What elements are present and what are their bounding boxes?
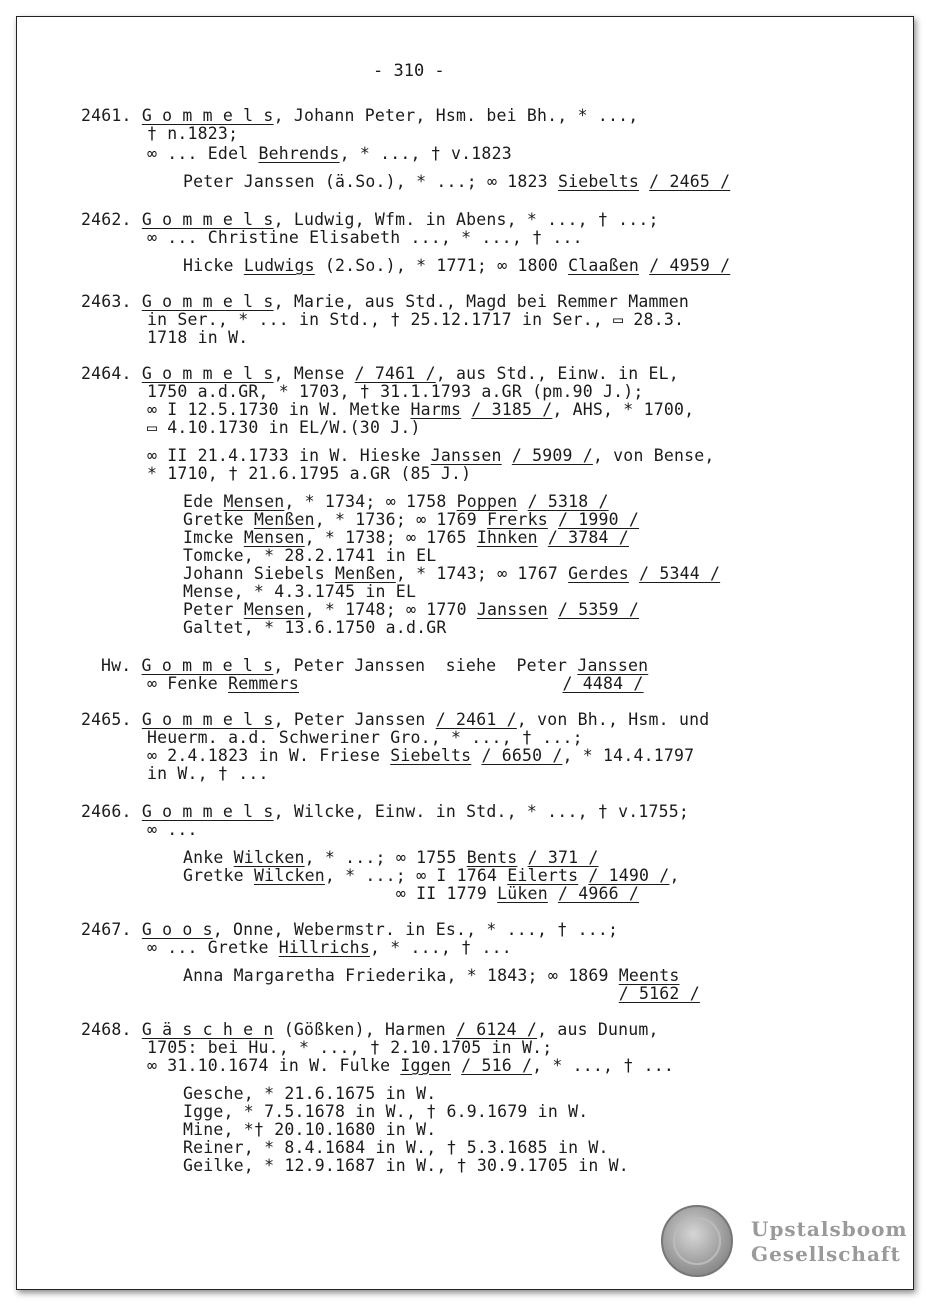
text-segment: , Onne, Webermstr. in Es., * ..., † ...; [212, 920, 619, 939]
text-segment: ∞ ... Edel [147, 144, 259, 163]
text-line [147, 765, 269, 783]
text-segment: (Gößken), Harmen [273, 1020, 456, 1039]
text-line [183, 1157, 629, 1175]
underlined-text: / 5162 / [618, 984, 700, 1003]
underlined-text: Gerdes [568, 564, 629, 583]
text-segment: 2465. [81, 710, 142, 729]
text-line [81, 211, 659, 229]
underlined-text: Meents [618, 966, 680, 985]
underlined-text: Mensen [223, 492, 285, 511]
underlined-text: Janssen [430, 446, 502, 465]
text-segment: ∞ II 21.4.1733 in W. Hieske [147, 446, 431, 465]
underlined-text: G o m m e l s [141, 106, 274, 125]
text-segment [517, 848, 527, 867]
text-segment: , Mense [273, 364, 355, 383]
text-segment: Johann Siebels [183, 564, 336, 583]
text-line [183, 547, 436, 565]
underlined-text: G o m m e l s [141, 656, 274, 675]
underlined-text: Frerks [487, 510, 548, 529]
text-line [183, 885, 639, 903]
underlined-text: Menßen [335, 564, 396, 583]
text-segment: 2461. [81, 106, 142, 125]
underlined-text: / 5909 / [511, 446, 593, 465]
underlined-text: / 516 / [461, 1056, 533, 1075]
text-line [101, 657, 648, 675]
text-segment: † n.1823; [147, 124, 239, 143]
underlined-text: Claaßen [568, 256, 640, 275]
text-segment: , Peter Janssen [273, 710, 436, 729]
underlined-text: / 3185 / [471, 400, 553, 419]
text-segment [629, 564, 639, 583]
underlined-text: G o o s [141, 920, 213, 939]
text-line [147, 383, 644, 401]
text-line [81, 921, 618, 939]
text-segment: 1718 in W. [147, 328, 249, 347]
underlined-text: Siebelts [390, 746, 472, 765]
text-segment: ∞ ... [147, 820, 198, 839]
text-segment: , * 1734; ∞ 1758 [284, 492, 457, 511]
text-segment: Mine, *† 20.10.1680 in W. [183, 1120, 437, 1139]
text-segment: in Ser., * ... in Std., † 25.12.1717 in Ser., ▭ 28.3. [147, 310, 685, 329]
text-line [183, 967, 680, 985]
text-segment: , * 1748; ∞ 1770 [304, 600, 477, 619]
text-line [81, 711, 709, 729]
text-segment [548, 510, 558, 529]
underlined-text: / 1990 / [557, 510, 640, 529]
underlined-text: G o m m e l s [141, 710, 274, 729]
text-line [147, 329, 248, 347]
text-segment: Peter Janssen (ä.So.), * ...; ∞ 1823 [183, 172, 558, 191]
text-segment: ▭ 4.10.1730 in EL/W.(30 J.) [147, 418, 421, 437]
underlined-text: Ihnken [476, 528, 538, 547]
text-line [147, 311, 684, 329]
text-segment [451, 1056, 461, 1075]
text-segment: Peter [183, 600, 244, 619]
text-line [183, 1139, 609, 1157]
text-segment: in W., † ... [147, 764, 269, 783]
text-segment: , AHS, * 1700, [552, 400, 695, 419]
text-line [147, 419, 421, 437]
text-segment: ∞ 2.4.1823 in W. Friese [147, 746, 391, 765]
underlined-text: Poppen [456, 492, 518, 511]
underlined-text: Mensen [243, 528, 305, 547]
underlined-text: Ludwigs [243, 256, 315, 275]
underlined-text: G ä s c h e n [141, 1020, 274, 1039]
text-segment: , aus Std., Einw. in EL, [435, 364, 679, 383]
text-line [183, 565, 720, 583]
underlined-text: / 2465 / [649, 172, 731, 191]
text-segment: ∞ II 1779 [183, 884, 498, 903]
text-line [81, 365, 679, 383]
text-segment: , Peter Janssen siehe Peter [273, 656, 578, 675]
text-line [147, 401, 694, 419]
text-segment: 2463. [81, 292, 142, 311]
text-segment: , von Bh., Hsm. und [516, 710, 710, 729]
text-line [183, 867, 680, 885]
text-line [147, 145, 512, 163]
text-line [183, 511, 639, 529]
text-segment: Heuerm. a.d. Schweriner Gro., * ..., † ...; [147, 728, 583, 747]
text-segment: * 1710, † 21.6.1795 a.GR (85 J.) [147, 464, 472, 483]
text-line [147, 821, 198, 839]
underlined-text: G o m m e l s [141, 802, 274, 821]
text-segment: ∞ I 12.5.1730 in W. Metke [147, 400, 411, 419]
underlined-text: Harms [410, 400, 462, 419]
text-segment: 1705: bei Hu., * ..., † 2.10.1705 in W.; [147, 1038, 553, 1057]
text-line [81, 803, 689, 821]
text-segment: , * 1743; ∞ 1767 [395, 564, 569, 583]
text-segment: 1750 a.d.GR, * 1703, † 31.1.1793 a.GR (pm.90 J.); [147, 382, 644, 401]
underlined-text: / 4966 / [557, 884, 640, 903]
text-segment: , * 14.4.1797 [562, 746, 695, 765]
text-segment: , Wilcke, Einw. in Std., * ..., † v.1755; [273, 802, 690, 821]
underlined-text: / 4959 / [649, 256, 731, 275]
text-line [183, 529, 629, 547]
text-segment [183, 984, 619, 1003]
underlined-text: / 6124 / [455, 1020, 538, 1039]
text-line [147, 729, 583, 747]
underlined-text: Lüken [497, 884, 548, 903]
underlined-text: G o m m e l s [141, 364, 274, 383]
text-segment: 2467. [81, 920, 142, 939]
document-page [16, 16, 914, 1290]
underlined-text: Eilerts [507, 866, 579, 885]
text-segment: ∞ 31.10.1674 in W. Fulke [147, 1056, 401, 1075]
text-segment [548, 600, 558, 619]
text-segment: ∞ Fenke [147, 674, 229, 693]
text-segment: , * ...; ∞ I 1764 [324, 866, 508, 885]
underlined-text: Remmers [228, 674, 300, 693]
text-segment: , * 1736; ∞ 1769 [314, 510, 488, 529]
text-line [147, 447, 715, 465]
underlined-text: / 1490 / [588, 866, 670, 885]
text-segment: Gretke [183, 510, 254, 529]
text-segment: Imcke [183, 528, 244, 547]
underlined-text: Menßen [253, 510, 315, 529]
text-line [183, 601, 639, 619]
text-line [147, 747, 694, 765]
text-line [183, 1085, 436, 1103]
underlined-text: / 3784 / [547, 528, 629, 547]
text-line [81, 107, 638, 125]
text-segment: Igge, * 7.5.1678 in W., † 6.9.1679 in W. [183, 1102, 589, 1121]
text-line [147, 939, 512, 957]
text-segment: ∞ ... Gretke [147, 938, 279, 957]
text-segment [548, 884, 558, 903]
text-segment: Anna Margaretha Friederika, * 1843; ∞ 1869 [183, 966, 619, 985]
underlined-text: Wilcken [253, 866, 325, 885]
underlined-text: Siebelts [557, 172, 640, 191]
text-segment [517, 492, 527, 511]
underlined-text: Mensen [243, 600, 305, 619]
underlined-text: Janssen [476, 600, 548, 619]
text-line [183, 619, 446, 637]
text-segment [502, 446, 512, 465]
underlined-text: / 5318 / [527, 492, 609, 511]
text-segment: , Marie, aus Std., Magd bei Remmer Mammen [273, 292, 690, 311]
underlined-text: Hillrichs [278, 938, 370, 957]
text-line [183, 985, 700, 1003]
underlined-text: Behrends [258, 144, 340, 163]
text-segment: , [669, 866, 680, 885]
text-segment [461, 400, 471, 419]
text-segment [578, 866, 588, 885]
text-segment: Tomcke, * 28.2.1741 in EL [183, 546, 437, 565]
text-line [183, 1121, 436, 1139]
underlined-text: G o m m e l s [141, 292, 274, 311]
text-segment [639, 172, 649, 191]
underlined-text: Iggen [400, 1056, 452, 1075]
text-line [183, 583, 416, 601]
underlined-text: / 6650 / [481, 746, 563, 765]
text-line [147, 125, 238, 143]
text-segment: Reiner, * 8.4.1684 in W., † 5.3.1685 in W. [183, 1138, 609, 1157]
underlined-text: / 4484 / [562, 674, 644, 693]
text-line [81, 1021, 659, 1039]
text-segment: ∞ ... Christine Elisabeth ..., * ..., † ... [147, 228, 583, 247]
underlined-text: Bents [466, 848, 518, 867]
text-segment: 2464. [81, 364, 142, 383]
text-segment: , * ..., † v.1823 [339, 144, 512, 163]
text-segment [299, 674, 562, 693]
text-segment: 2466. [81, 802, 142, 821]
text-line [183, 257, 730, 275]
underlined-text: Janssen [577, 656, 649, 675]
text-segment: Hw. [101, 656, 142, 675]
underlined-text: / 5344 / [639, 564, 721, 583]
text-line [147, 1039, 552, 1057]
text-segment: , Johann Peter, Hsm. bei Bh., * ..., [273, 106, 639, 125]
text-segment: Anke [183, 848, 234, 867]
text-line [147, 675, 644, 693]
text-segment: 2462. [81, 210, 142, 229]
text-line [147, 465, 471, 483]
text-segment: , von Bense, [592, 446, 715, 465]
text-line [183, 493, 609, 511]
text-segment: , * ...; ∞ 1755 [304, 848, 467, 867]
text-line [183, 1103, 588, 1121]
page-number: - 310 - [373, 61, 445, 81]
text-segment: 2468. [81, 1020, 142, 1039]
underlined-text: G o m m e l s [141, 210, 274, 229]
text-line [81, 293, 689, 311]
watermark-line-2: Gesellschaft [751, 1242, 901, 1266]
text-segment: , Ludwig, Wfm. in Abens, * ..., † ...; [273, 210, 659, 229]
underlined-text: / 7461 / [354, 364, 436, 383]
underlined-text: Wilcken [233, 848, 305, 867]
text-segment: , * ..., † ... [369, 938, 512, 957]
underlined-text: / 2461 / [435, 710, 517, 729]
text-segment: (2.So.), * 1771; ∞ 1800 [314, 256, 569, 275]
text-line [183, 849, 599, 867]
text-segment: , aus Dunum, [537, 1020, 659, 1039]
watermark-line-1: Upstalsboom [751, 1217, 908, 1241]
text-segment: , * ..., † ... [532, 1056, 674, 1075]
text-segment: Hicke [183, 256, 244, 275]
text-segment: Gretke [183, 866, 254, 885]
text-segment [471, 746, 481, 765]
underlined-text: / 5359 / [557, 600, 640, 619]
society-seal-logo [661, 1205, 733, 1277]
text-line [183, 173, 730, 191]
text-segment: Mense, * 4.3.1745 in EL [183, 582, 417, 601]
text-segment: Galtet, * 13.6.1750 a.d.GR [183, 618, 447, 637]
text-segment: , * 1738; ∞ 1765 [304, 528, 477, 547]
underlined-text: / 371 / [527, 848, 599, 867]
text-line [147, 229, 583, 247]
text-line [147, 1057, 674, 1075]
text-segment [639, 256, 649, 275]
text-segment: Ede [183, 492, 224, 511]
text-segment [538, 528, 548, 547]
text-segment: Gesche, * 21.6.1675 in W. [183, 1084, 437, 1103]
text-segment: Geilke, * 12.9.1687 in W., † 30.9.1705 in W. [183, 1156, 629, 1175]
